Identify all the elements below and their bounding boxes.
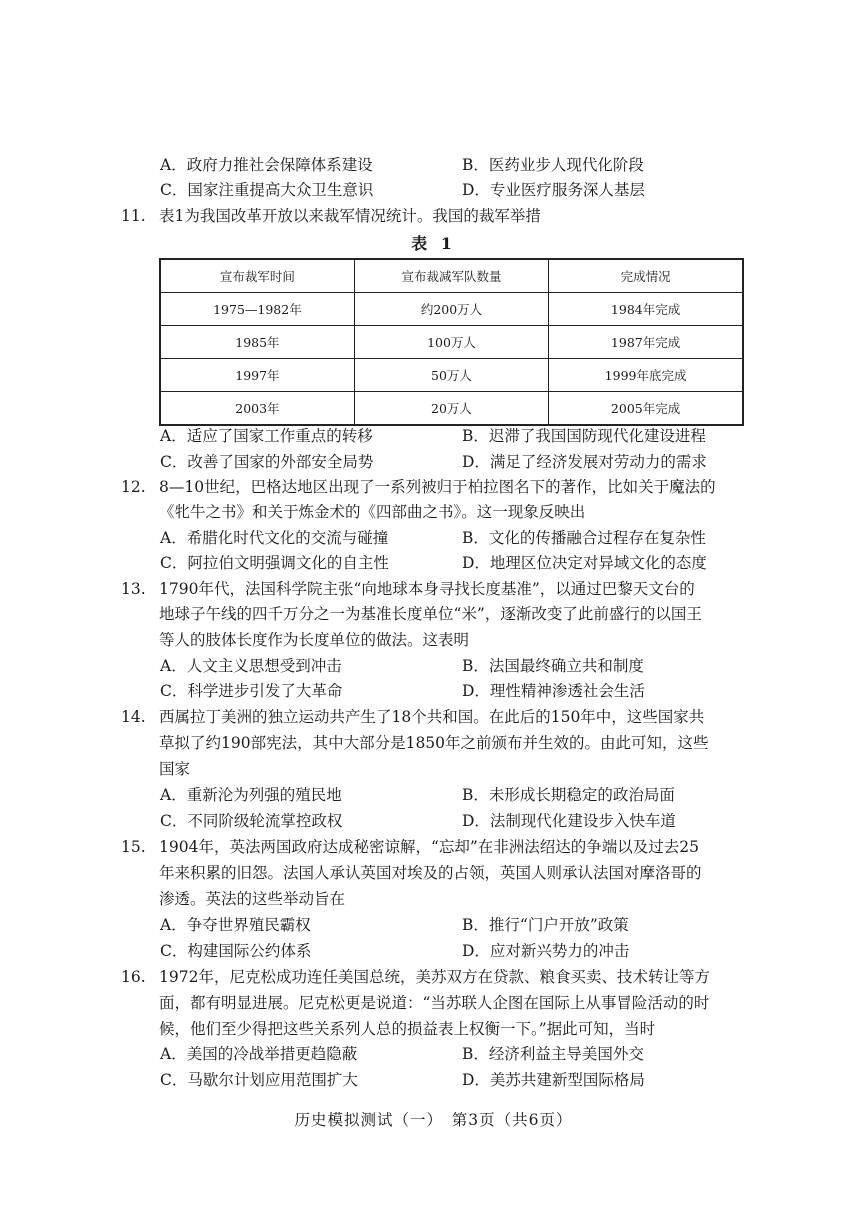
q16-option-a: A．美国的冷战举措更趋隐蔽 [160,1045,358,1063]
table-row [160,392,743,426]
q11-option-d: D．满足了经济发展对劳动力的需求 [462,453,707,471]
q15-text: 年来积累的旧怨。法国人承认英国对埃及的占领，英国人则承认法国对摩洛哥的 [159,864,702,882]
q16-number: 16. [121,968,146,986]
q14-option-d: D．法制现代化建设步入快车道 [462,812,676,830]
q10-option-a: A．政府力推社会保障体系建设 [160,156,373,174]
q13-option-a: A．人文主义思想受到冲击 [160,657,342,675]
q14-text: 国家 [159,760,191,778]
q12-option-a: A．希腊化时代文化的交流与碰撞 [160,529,389,547]
q15-option-d: D．应对新兴势力的冲击 [462,942,630,960]
q16-text: 1972年，尼克松成功连任美国总统，美苏双方在贷款、粮食买卖、技术转让等方 [159,968,710,986]
table-header-cell: 宣布裁军时间 [160,259,354,293]
table-cell: 1984年完成 [549,293,743,326]
table-header-row [160,259,743,293]
q11-number: 11. [121,207,146,225]
q13-option-d: D．理性精神渗透社会生活 [462,682,645,700]
q11-option-a: A．适应了国家工作重点的转移 [160,427,373,445]
table-cell: 2003年 [160,392,354,426]
q12-number: 12. [121,478,146,496]
disarmament-table [159,258,744,426]
q13-text: 等人的肢体长度作为长度单位的做法。这表明 [159,631,470,649]
q12-option-d: D．地理区位决定对异域文化的态度 [462,554,707,572]
q15-option-a: A．争夺世界殖民霸权 [160,916,311,934]
q14-text: 西属拉丁美洲的独立运动共产生了18个共和国。在此后的150年中，这些国家共 [159,708,705,726]
q11-option-b: B．迟滞了我国国防现代化建设进程 [462,427,706,445]
q16-text: 面，都有明显进展。尼克松更是说道：“当苏联人企图在国际上从事冒险活动的时 [159,994,710,1012]
q16-option-b: B．经济利益主导美国外交 [462,1045,644,1063]
table-cell: 约200万人 [354,293,548,326]
q14-option-b: B．未形成长期稳定的政治局面 [462,786,675,804]
table-cell: 1999年底完成 [549,359,743,392]
q16-option-d: D．美苏共建新型国际格局 [462,1071,645,1089]
q10-option-c: C．国家注重提高大众卫生意识 [160,181,374,199]
q12-text: 《牝牛之书》和关于炼金术的《四部曲之书》。这一现象反映出 [159,503,586,521]
q10-option-d: D．专业医疗服务深人基层 [462,181,645,199]
q12-option-b: B．文化的传播融合过程存在复杂性 [462,529,706,547]
q13-option-b: B．法国最终确立共和制度 [462,657,644,675]
q15-text: 1904年，英法两国政府达成秘密谅解，“忘却”在非洲法绍达的争端以及过去25 [159,838,700,856]
table-cell: 20万人 [354,392,548,426]
q14-option-c: C．不同阶级轮流掌控政权 [160,812,343,830]
q15-text: 渗透。英法的这些举动旨在 [159,890,346,908]
table-cell: 1987年完成 [549,326,743,359]
table-row [160,326,743,359]
q15-option-c: C．构建国际公约体系 [160,942,312,960]
q14-number: 14. [121,708,146,726]
q13-number: 13. [121,580,146,598]
table-row [160,359,743,392]
q13-text: 1790年代，法国科学院主张“向地球本身寻找长度基准”，以通过巴黎天文台的 [159,580,695,598]
table-cell: 50万人 [354,359,548,392]
table-cell: 1997年 [160,359,354,392]
table-cell: 100万人 [354,326,548,359]
q15-number: 15. [121,838,146,856]
q16-text: 候，他们至少得把这些关系列人总的损益表上权衡一下。”据此可知，当时 [159,1020,656,1038]
q10-option-b: B．医药业步人现代化阶段 [462,156,644,174]
q12-text: 8—10世纪，巴格达地区出现了一系列被归于柏拉图名下的著作，比如关于魔法的 [159,478,716,496]
table-cell: 1985年 [160,326,354,359]
page-footer: 历史模拟测试（一） 第3页（共6页） [294,1111,573,1129]
q12-option-c: C．阿拉伯文明强调文化的自主性 [160,554,389,572]
q13-text: 地球子午线的四千万分之一为基准长度单位“米”，逐渐改变了此前盛行的以国王 [159,605,702,623]
table-caption: 表 1 [411,234,456,253]
q13-option-c: C．科学进步引发了大革命 [160,682,343,700]
q11-option-c: C．改善了国家的外部安全局势 [160,453,374,471]
q14-text: 草拟了约190部宪法，其中大部分是1850年之前颁布并生效的。由此可知，这些 [159,734,709,752]
table-row [160,293,743,326]
table-cell: 2005年完成 [549,392,743,426]
q15-option-b: B．推行“门户开放”政策 [462,916,629,934]
q11-stem-text: 表1为我国改革开放以来裁军情况统计。我国的裁军举措 [159,207,541,225]
table-header-cell: 宣布裁减军队数量 [354,259,548,293]
q14-option-a: A．重新沦为列强的殖民地 [160,786,342,804]
q16-option-c: C．马歇尔计划应用范围扩大 [160,1071,358,1089]
table-cell: 1975—1982年 [160,293,354,326]
table-header-cell: 完成情况 [549,259,743,293]
